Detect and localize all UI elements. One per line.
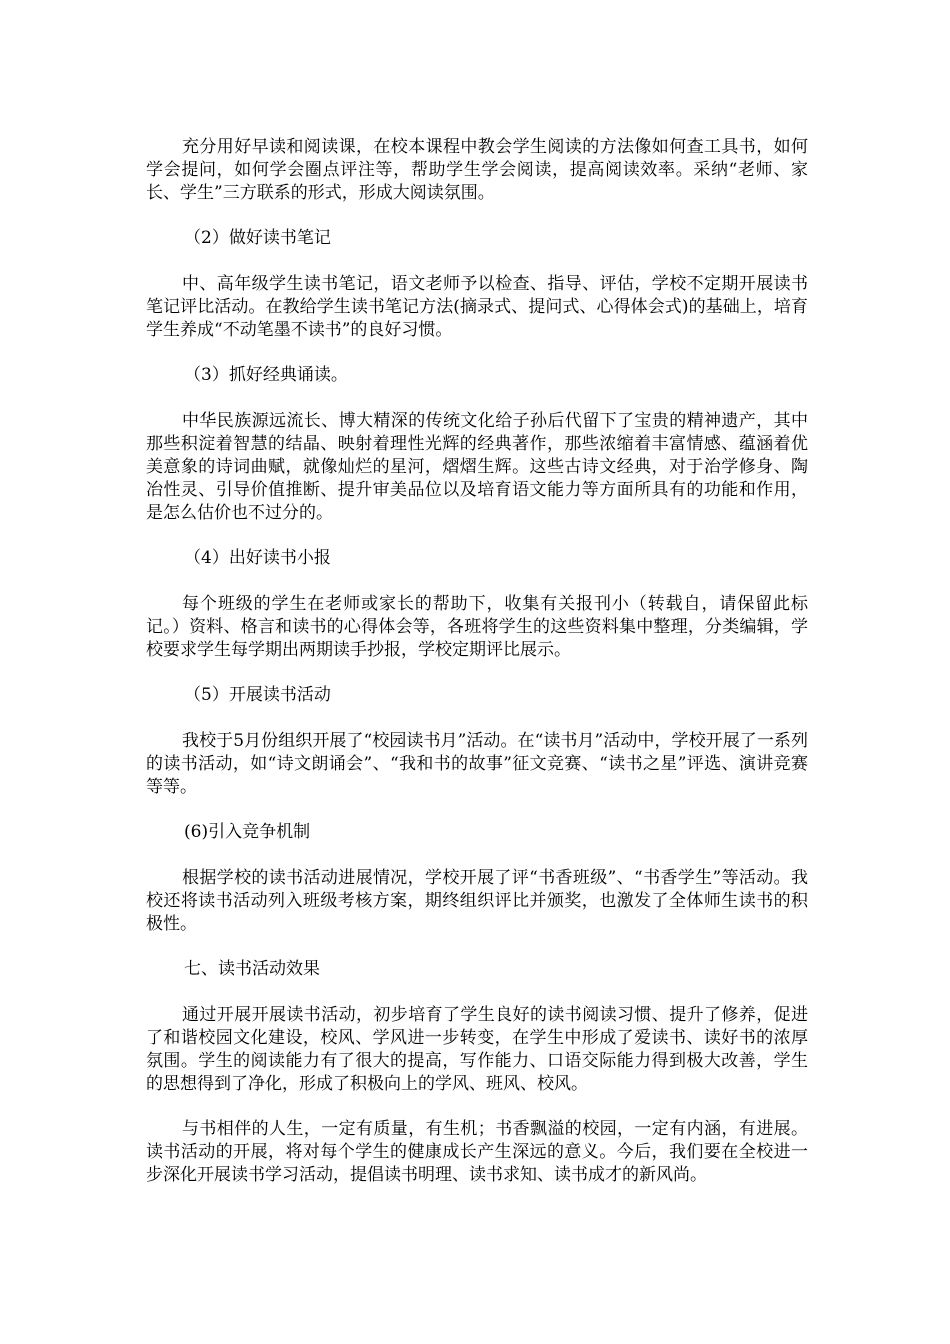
- heading-activity-results: 七、读书活动效果: [184, 959, 320, 979]
- paragraph-reading-activities: 我校于5月份组织开展了“校园读书月”活动。在“读书月”活动中，学校开展了一系列的读书活动，如“诗文朗诵会”、“我和书的故事”征文竞赛、“读书之星”评选、演讲竞赛等等。: [146, 731, 808, 797]
- paragraph-reading-newspaper: 每个班级的学生在老师或家长的帮助下，收集有关报刊小（转载自，请保留此标记。）资料、格言和读书的心得体会等，各班将学生的这些资料集中整理，分类编辑，学校要求学生每学期出两期读手抄报，学校定期评比展示。: [146, 594, 808, 660]
- heading-competition: (6)引入竞争机制: [184, 822, 311, 842]
- paragraph-activity-results: 通过开展开展读书活动，初步培育了学生良好的读书阅读习惯、提升了修养，促进了和谐校园文化建设，校风、学风进一步转变，在学生中形成了爱读书、读好书的浓厚氛围。学生的阅读能力有了很大的提高，写作能力、口语交际能力得到极大改善，学生的思想得到了净化，形成了积极向上的学风、班风、校风。: [146, 1005, 808, 1094]
- heading-reading-notes: （2）做好读书笔记: [184, 228, 331, 248]
- heading-classic-recitation: （3）抓好经典诵读。: [184, 365, 348, 385]
- paragraph-classic-recitation: 中华民族源远流长、博大精深的传统文化给子孙后代留下了宝贵的精神遗产，其中那些积淀着智慧的结晶、映射着理性光辉的经典著作，那些浓缩着丰富情感、蕴涵着优美意象的诗词曲赋，就像灿烂的星河，熠熠生辉。这些古诗文经典，对于治学修身、陶冶性灵、引导价值推断、提升审美品位以及培育语文能力等方面所具有的功能和作用，是怎么估价也不过分的。: [146, 411, 808, 523]
- paragraph-conclusion: 与书相伴的人生，一定有质量，有生机；书香飘溢的校园，一定有内涵，有进展。读书活动的开展，将对每个学生的健康成长产生深远的意义。今后，我们要在全校进一步深化开展读书学习活动，提倡读书明理、读书求知、读书成才的新风尚。: [146, 1119, 808, 1185]
- paragraph-reading-notes: 中、高年级学生读书笔记，语文老师予以检查、指导、评估，学校不定期开展读书笔记评比活动。在教给学生读书笔记方法(摘录式、提问式、心得体会式)的基础上，培育学生养成“不动笔墨不读书”的良好习惯。: [146, 274, 808, 340]
- heading-reading-activities: （5）开展读书活动: [184, 685, 331, 705]
- heading-reading-newspaper: （4）出好读书小报: [184, 548, 331, 568]
- document-body: [146, 136, 808, 1209]
- paragraph-competition: 根据学校的读书活动进展情况，学校开展了评“书香班级”、“书香学生”等活动。我校还将读书活动列入班级考核方案，期终组织评比并颁奖，也激发了全体师生读书的积极性。: [146, 868, 808, 934]
- paragraph-reading-methods: 充分用好早读和阅读课，在校本课程中教会学生阅读的方法像如何查工具书，如何学会提问，如何学会圈点评注等，帮助学生学会阅读，提高阅读效率。采纳“老师、家长、学生”三方联系的形式，形成大阅读氛围。: [146, 137, 808, 203]
